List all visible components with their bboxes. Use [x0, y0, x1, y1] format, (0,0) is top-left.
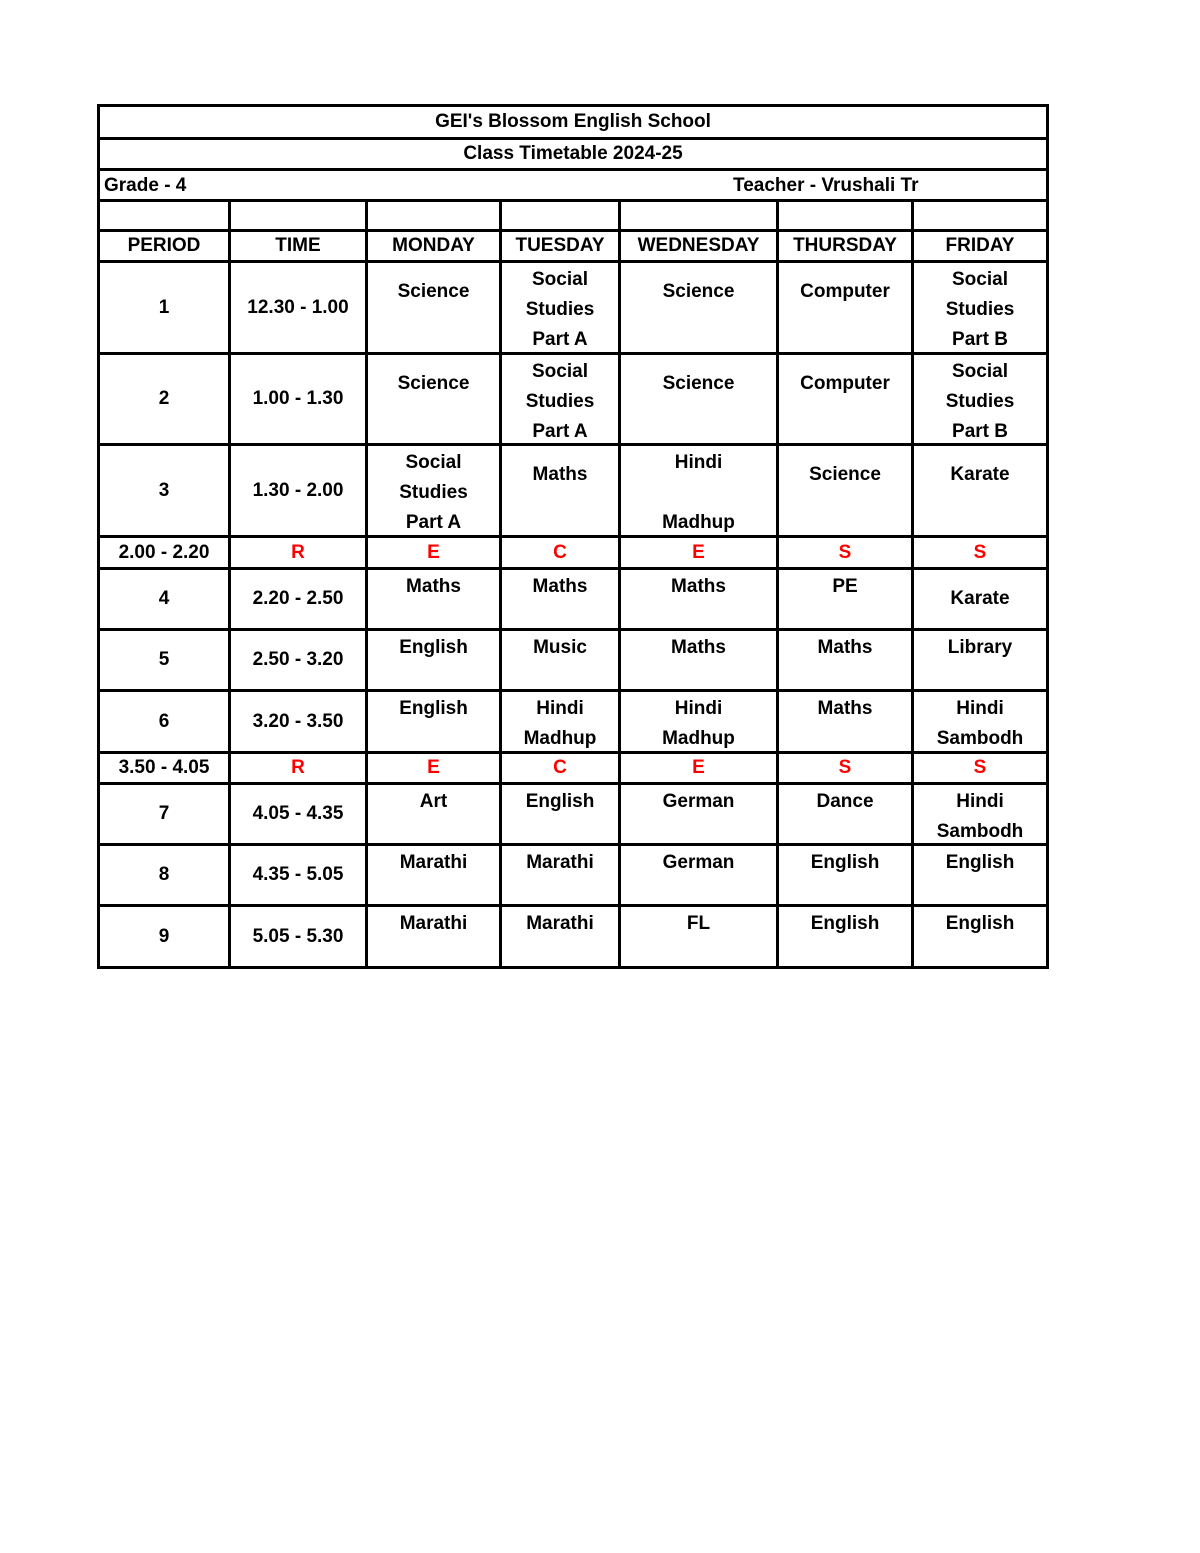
- recess-letter: S: [776, 751, 914, 785]
- period-number: 9: [97, 904, 231, 969]
- subject-cell: [365, 352, 502, 446]
- column-header: FRIDAY: [911, 229, 1049, 263]
- subject-cell: [499, 689, 621, 754]
- subject-cell: [365, 782, 502, 846]
- cell-line: Maths: [532, 464, 588, 485]
- recess-letter: R: [228, 751, 368, 785]
- cell-line: Hindi: [956, 698, 1004, 719]
- cell-line: Social: [405, 452, 462, 473]
- school-name: GEI's Blossom English School: [97, 104, 1049, 140]
- subject-cell: [911, 904, 1049, 969]
- subject-cell: [365, 689, 502, 754]
- subject-cell: [911, 352, 1049, 446]
- subject-cell: [911, 443, 1049, 538]
- grade-label: Grade - 4: [104, 175, 187, 196]
- recess-letter: C: [499, 535, 621, 570]
- cell-line: Madhup: [662, 728, 735, 749]
- blank-cell: [97, 199, 231, 232]
- cell-line: Art: [419, 791, 448, 812]
- subject-cell: [618, 628, 779, 692]
- cell-line: Marathi: [526, 913, 594, 934]
- info-row: [97, 168, 1049, 202]
- column-header: TUESDAY: [499, 229, 621, 263]
- cell-line: Part A: [405, 512, 462, 533]
- cell-line: Karate: [950, 588, 1010, 609]
- cell-line: Library: [947, 637, 1013, 658]
- cell-line: Hindi: [536, 698, 584, 719]
- cell-line: Science: [397, 281, 470, 302]
- subject-cell: [776, 628, 914, 692]
- cell-line: Hindi: [956, 791, 1004, 812]
- subject-cell: [911, 260, 1049, 355]
- cell-line: Science: [809, 464, 881, 485]
- period-number: 4: [97, 567, 231, 631]
- timetable-sheet: [97, 104, 1049, 969]
- cell-line: Maths: [406, 576, 461, 597]
- cell-line: FL: [686, 913, 711, 934]
- period-time: 12.30 - 1.00: [228, 260, 368, 355]
- cell-line: Part B: [952, 421, 1008, 442]
- column-header: PERIOD: [97, 229, 231, 263]
- cell-line: Marathi: [526, 852, 594, 873]
- subject-cell: [499, 843, 621, 907]
- subject-cell: [499, 628, 621, 692]
- period-time: 1.00 - 1.30: [228, 352, 368, 446]
- cell-line: Social: [952, 361, 1008, 382]
- cell-line: Studies: [525, 299, 595, 320]
- subject-cell: [776, 843, 914, 907]
- cell-line: Science: [662, 281, 735, 302]
- cell-line: Maths: [817, 637, 873, 658]
- cell-line: Social: [532, 361, 588, 382]
- subject-cell: [499, 904, 621, 969]
- cell-line: Maths: [671, 637, 726, 658]
- cell-line: [696, 478, 701, 508]
- cell-line: English: [945, 913, 1015, 934]
- period-number: 3: [97, 443, 231, 538]
- subject-cell: [365, 443, 502, 538]
- column-header: THURSDAY: [776, 229, 914, 263]
- subject-cell: [618, 352, 779, 446]
- subject-cell: [911, 782, 1049, 846]
- cell-line: Marathi: [399, 913, 468, 934]
- period-number: 1: [97, 260, 231, 355]
- cell-line: Maths: [532, 576, 588, 597]
- subject-cell: [776, 443, 914, 538]
- recess-letter: S: [776, 535, 914, 570]
- blank-cell: [499, 199, 621, 232]
- recess-letter: E: [365, 535, 502, 570]
- subject-cell: [365, 843, 502, 907]
- subject-cell: [618, 689, 779, 754]
- period-number: 6: [97, 689, 231, 754]
- subject-cell: [499, 443, 621, 538]
- cell-line: Part A: [532, 421, 588, 442]
- cell-line: Music: [533, 637, 587, 658]
- recess-letter: E: [618, 751, 779, 785]
- cell-line: English: [945, 852, 1015, 873]
- cell-line: Madhup: [662, 512, 735, 533]
- period-time: 5.05 - 5.30: [228, 904, 368, 969]
- blank-cell: [365, 199, 502, 232]
- cell-line: German: [662, 791, 735, 812]
- recess-letter: E: [365, 751, 502, 785]
- subject-cell: [618, 843, 779, 907]
- period-number: 8: [97, 843, 231, 907]
- cell-line: Science: [397, 373, 470, 394]
- recess-letter: S: [911, 535, 1049, 570]
- cell-line: German: [662, 852, 735, 873]
- period-number: 5: [97, 628, 231, 692]
- cell-line: English: [810, 852, 880, 873]
- subject-cell: [499, 567, 621, 631]
- subject-cell: [618, 443, 779, 538]
- cell-line: Maths: [671, 576, 726, 597]
- cell-line: Science: [662, 373, 735, 394]
- cell-line: Part A: [532, 329, 588, 350]
- blank-cell: [911, 199, 1049, 232]
- cell-line: Studies: [525, 391, 595, 412]
- subject-cell: [618, 904, 779, 969]
- period-time: 2.20 - 2.50: [228, 567, 368, 631]
- cell-line: English: [810, 913, 880, 934]
- recess-time: 3.50 - 4.05: [97, 751, 231, 785]
- cell-line: Hindi: [674, 698, 723, 719]
- blank-cell: [776, 199, 914, 232]
- period-time: 2.50 - 3.20: [228, 628, 368, 692]
- subject-cell: [365, 260, 502, 355]
- cell-line: Dance: [816, 791, 874, 812]
- subject-cell: [365, 628, 502, 692]
- subject-cell: [365, 567, 502, 631]
- subject-cell: [911, 628, 1049, 692]
- column-header: TIME: [228, 229, 368, 263]
- recess-letter: S: [911, 751, 1049, 785]
- column-header: WEDNESDAY: [618, 229, 779, 263]
- cell-line: Sambodh: [936, 821, 1024, 842]
- subject-cell: [776, 689, 914, 754]
- cell-line: PE: [832, 576, 858, 597]
- period-time: 4.35 - 5.05: [228, 843, 368, 907]
- blank-cell: [618, 199, 779, 232]
- cell-line: Madhup: [523, 728, 597, 749]
- cell-line: Studies: [945, 299, 1015, 320]
- subject-cell: [618, 260, 779, 355]
- period-time: 1.30 - 2.00: [228, 443, 368, 538]
- subject-cell: [911, 689, 1049, 754]
- period-time: 4.05 - 4.35: [228, 782, 368, 846]
- cell-line: Computer: [800, 281, 890, 302]
- subject-cell: [365, 904, 502, 969]
- cell-line: Sambodh: [936, 728, 1024, 749]
- subject-cell: [911, 567, 1049, 631]
- cell-line: Studies: [399, 482, 468, 503]
- cell-line: Social: [952, 269, 1008, 290]
- period-time: 3.20 - 3.50: [228, 689, 368, 754]
- cell-line: Karate: [950, 464, 1010, 485]
- cell-line: Computer: [800, 373, 890, 394]
- subject-cell: [499, 352, 621, 446]
- subject-cell: [499, 782, 621, 846]
- subject-cell: [776, 782, 914, 846]
- cell-line: Studies: [945, 391, 1015, 412]
- period-number: 2: [97, 352, 231, 446]
- recess-letter: E: [618, 535, 779, 570]
- cell-line: Marathi: [399, 852, 468, 873]
- subject-cell: [776, 260, 914, 355]
- recess-time: 2.00 - 2.20: [97, 535, 231, 570]
- subject-cell: [618, 567, 779, 631]
- cell-line: English: [399, 698, 468, 719]
- recess-letter: R: [228, 535, 368, 570]
- subject-cell: [776, 567, 914, 631]
- cell-line: Hindi: [674, 452, 723, 473]
- teacher-label: Teacher - Vrushali Tr: [733, 175, 919, 196]
- period-number: 7: [97, 782, 231, 846]
- recess-letter: C: [499, 751, 621, 785]
- cell-line: Part B: [952, 329, 1008, 350]
- cell-line: English: [525, 791, 595, 812]
- cell-line: Social: [532, 269, 588, 290]
- subject-cell: [776, 352, 914, 446]
- column-header: MONDAY: [365, 229, 502, 263]
- subject-cell: [618, 782, 779, 846]
- subject-cell: [499, 260, 621, 355]
- subject-cell: [776, 904, 914, 969]
- cell-line: Maths: [817, 698, 873, 719]
- cell-line: English: [399, 637, 468, 658]
- subject-cell: [911, 843, 1049, 907]
- timetable-title: Class Timetable 2024-25: [97, 137, 1049, 171]
- blank-cell: [228, 199, 368, 232]
